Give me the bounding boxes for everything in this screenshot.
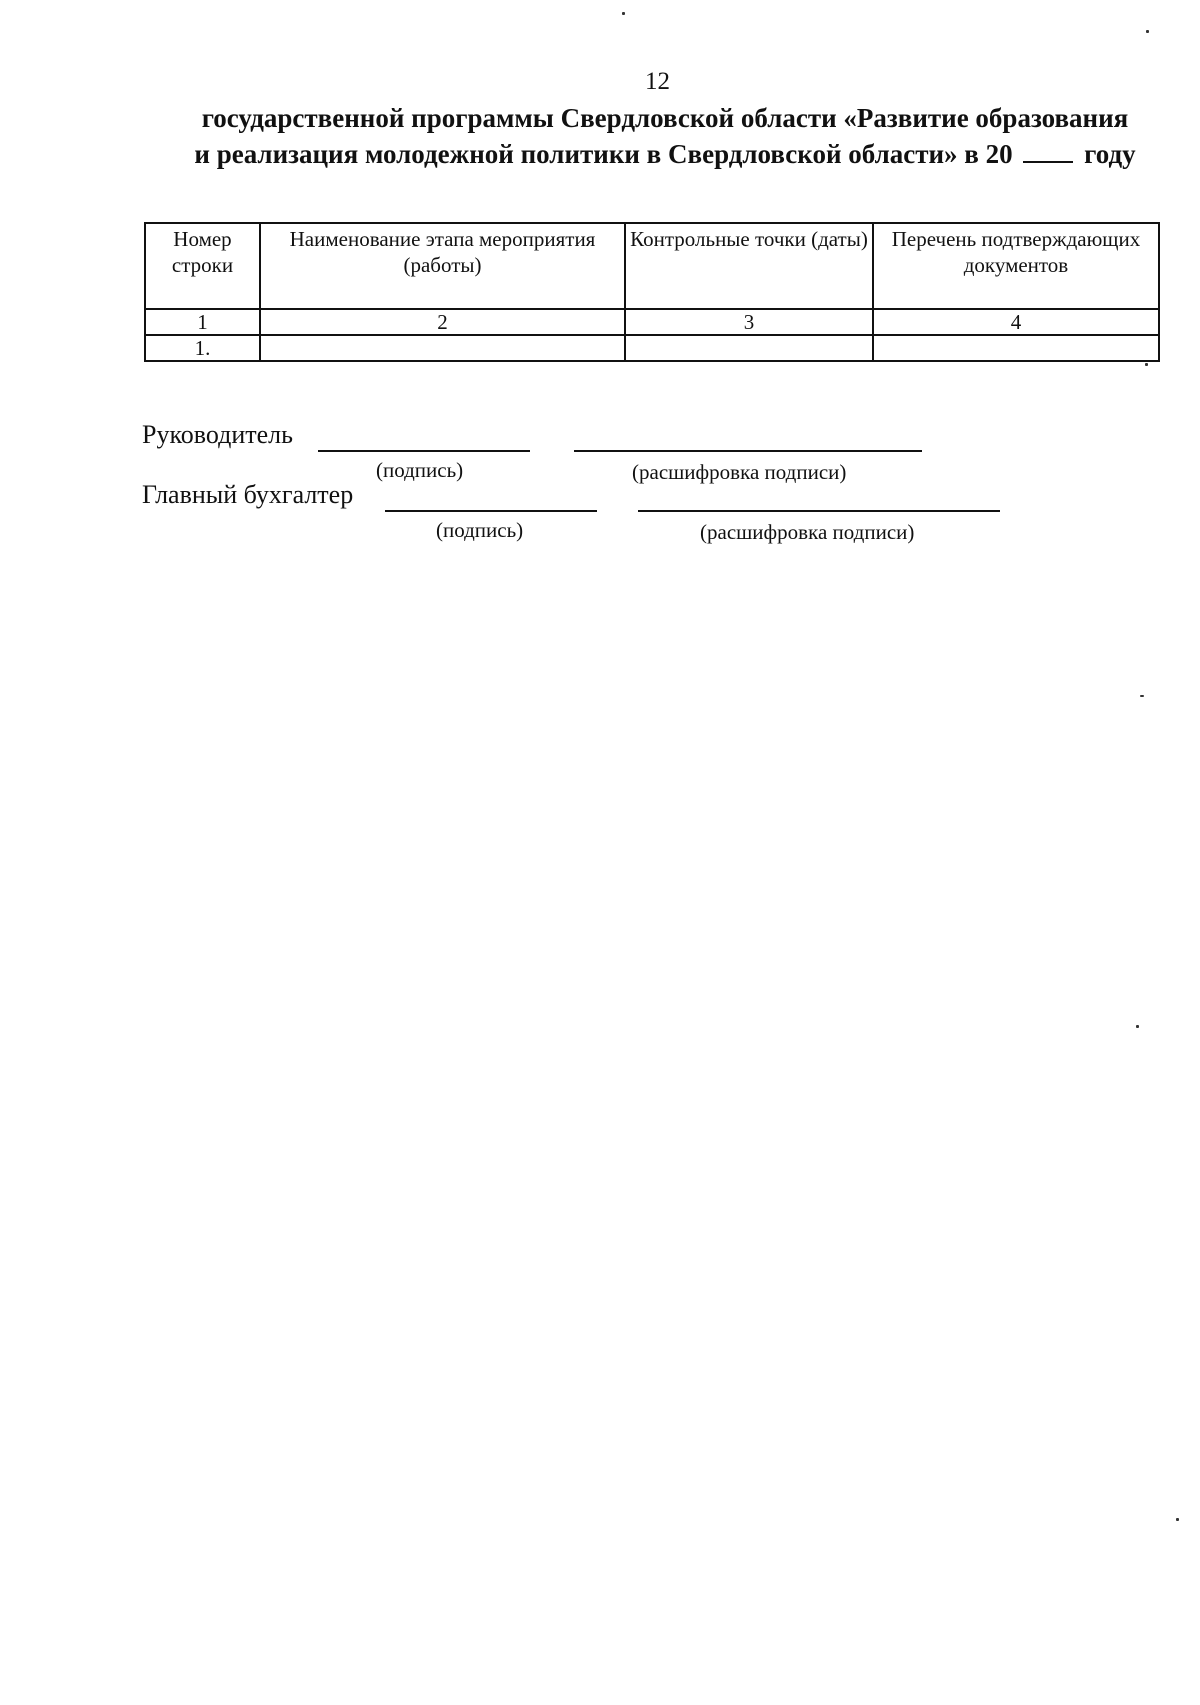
header-stage-name: Наименование этапа мероприятия (работы) [260, 223, 625, 309]
table-cell[interactable] [873, 335, 1159, 361]
title-line-2 [165, 136, 1165, 172]
table-row [145, 335, 1159, 361]
scan-speck [1136, 1025, 1139, 1028]
title-line-1: государственной программы Свердловской области «Развитие образования [201, 103, 1129, 133]
scan-speck [1145, 363, 1148, 366]
column-number: 1 [145, 309, 260, 335]
scan-speck [1146, 30, 1149, 33]
column-number: 4 [873, 309, 1159, 335]
head-decode-line[interactable] [574, 450, 922, 452]
head-decode-caption: (расшифровка подписи) [632, 460, 847, 484]
accountant-decode-caption: (расшифровка подписи) [700, 520, 915, 544]
table-cell: 1. [145, 335, 260, 361]
accountant-label: Главный бухгалтер [142, 480, 354, 509]
column-numbers-row [145, 309, 1159, 335]
title-line-2-prefix: и реализация молодежной политики в Свердловской области» в 20 [194, 139, 1013, 169]
scan-speck [1176, 1518, 1179, 1521]
head-signature-line[interactable] [318, 450, 530, 452]
header-documents: Перечень подтверждающих документов [873, 223, 1159, 309]
plan-table [144, 222, 1160, 362]
page-number: 12 [645, 68, 670, 95]
accountant-decode-line[interactable] [638, 510, 1000, 512]
table-header-row [145, 223, 1159, 309]
table-cell[interactable] [625, 335, 873, 361]
accountant-signature-caption: (подпись) [436, 518, 524, 542]
table-cell[interactable] [260, 335, 625, 361]
year-blank-field[interactable] [1023, 139, 1073, 163]
head-label: Руководитель [142, 420, 293, 449]
document-title [165, 100, 1165, 172]
column-number: 3 [625, 309, 873, 335]
head-signature-caption: (подпись) [376, 458, 464, 482]
column-number: 2 [260, 309, 625, 335]
accountant-signature-line[interactable] [385, 510, 597, 512]
title-line-2-suffix: году [1084, 139, 1136, 169]
header-row-number: Номер строки [145, 223, 260, 309]
header-control-points: Контрольные точки (даты) [625, 223, 873, 309]
scan-speck [1140, 695, 1144, 697]
scan-speck [622, 12, 625, 15]
